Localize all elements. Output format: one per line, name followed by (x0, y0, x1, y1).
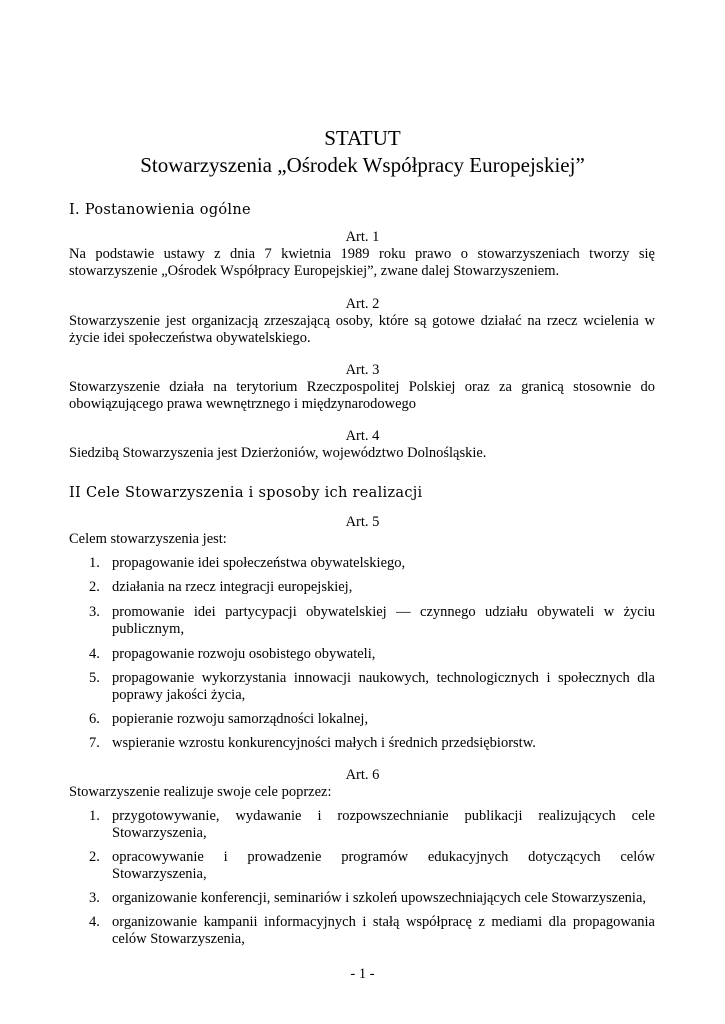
list-item-number: 4. (89, 914, 100, 930)
list-item-number: 2. (89, 579, 100, 595)
page-number: - 1 - (350, 966, 375, 982)
article-2-label: Art. 2 (345, 296, 380, 312)
list-item-text: promowanie idei partycypacji obywatelskiej — czynnego udziału obywateli w życiu (112, 604, 655, 620)
list-item-number: 3. (89, 604, 100, 620)
list-item-text: publicznym, (112, 621, 185, 637)
list-item-text: Stowarzyszenia, (112, 866, 207, 882)
section-heading-1: I. Postanowienia ogólne (69, 202, 251, 218)
article-3-label: Art. 3 (345, 362, 380, 378)
article-1-label: Art. 1 (345, 229, 380, 245)
list-item-text: Stowarzyszenia, (112, 825, 207, 841)
article-6-intro: Stowarzyszenie realizuje swoje cele poprzez: (69, 784, 332, 800)
list-item-text: opracowywanie i prowadzenie programów edukacyjnych dotyczących celów (112, 849, 655, 865)
article-4-label: Art. 4 (345, 428, 380, 444)
list-item-text: popieranie rozwoju samorządności lokalnej, (112, 711, 369, 727)
list-item-text: organizowanie kampanii informacyjnych i stałą współpracę z mediami dla propagowania (112, 914, 655, 930)
list-item-text: propagowanie wykorzystania innowacji naukowych, technologicznych i społecznych dla (112, 670, 655, 686)
list-item-number: 2. (89, 849, 100, 865)
article-2-line-1: Stowarzyszenie jest organizacją zrzeszającą osoby, które są gotowe działać na rzecz wcielenia w (69, 313, 655, 329)
list-item-number: 1. (89, 555, 100, 571)
article-1-line-1: Na podstawie ustawy z dnia 7 kwietnia 1989 roku prawo o stowarzyszeniach tworzy się (69, 246, 655, 262)
section-heading-2: II Cele Stowarzyszenia i sposoby ich realizacji (69, 485, 423, 501)
list-item-number: 1. (89, 808, 100, 824)
list-item-number: 7. (89, 735, 100, 751)
article-5-intro: Celem stowarzyszenia jest: (69, 531, 227, 547)
list-item-text: działania na rzecz integracji europejskiej, (112, 579, 353, 595)
list-item-text: organizowanie konferencji, seminariów i szkoleń upowszechniających cele Stowarzyszenia, (112, 890, 647, 906)
article-6-label: Art. 6 (345, 767, 380, 783)
document-subtitle: Stowarzyszenia „Ośrodek Współpracy Europejskiej” (140, 153, 585, 177)
document-title: STATUT (324, 126, 401, 150)
list-item-number: 5. (89, 670, 100, 686)
list-item-number: 4. (89, 646, 100, 662)
article-1-line-2: stowarzyszenie „Ośrodek Współpracy Europejskiej”, zwane dalej Stowarzyszeniem. (69, 263, 560, 279)
article-2-line-2: życie idei społeczeństwa obywatelskiego. (69, 330, 311, 346)
list-item-text: przygotowywanie, wydawanie i rozpowszechnianie publikacji realizujących cele (112, 808, 655, 824)
list-item-text: celów Stowarzyszenia, (112, 931, 245, 947)
list-item-number: 3. (89, 890, 100, 906)
list-item-text: propagowanie idei społeczeństwa obywatelskiego, (112, 555, 406, 571)
article-5-label: Art. 5 (345, 514, 380, 530)
article-4-line-1: Siedzibą Stowarzyszenia jest Dzierżoniów, województwo Dolnośląskie. (69, 445, 487, 461)
list-item-text: wspieranie wzrostu konkurencyjności małych i średnich przedsiębiorstw. (112, 735, 536, 751)
article-3-line-2: obowiązującego prawa wewnętrznego i międzynarodowego (69, 396, 417, 412)
list-item-text: propagowanie rozwoju osobistego obywateli, (112, 646, 376, 662)
article-3-line-1: Stowarzyszenie działa na terytorium Rzeczpospolitej Polskiej oraz za granicą stosownie do (69, 379, 655, 395)
list-item-text: poprawy jakości życia, (112, 687, 246, 703)
list-item-number: 6. (89, 711, 100, 727)
